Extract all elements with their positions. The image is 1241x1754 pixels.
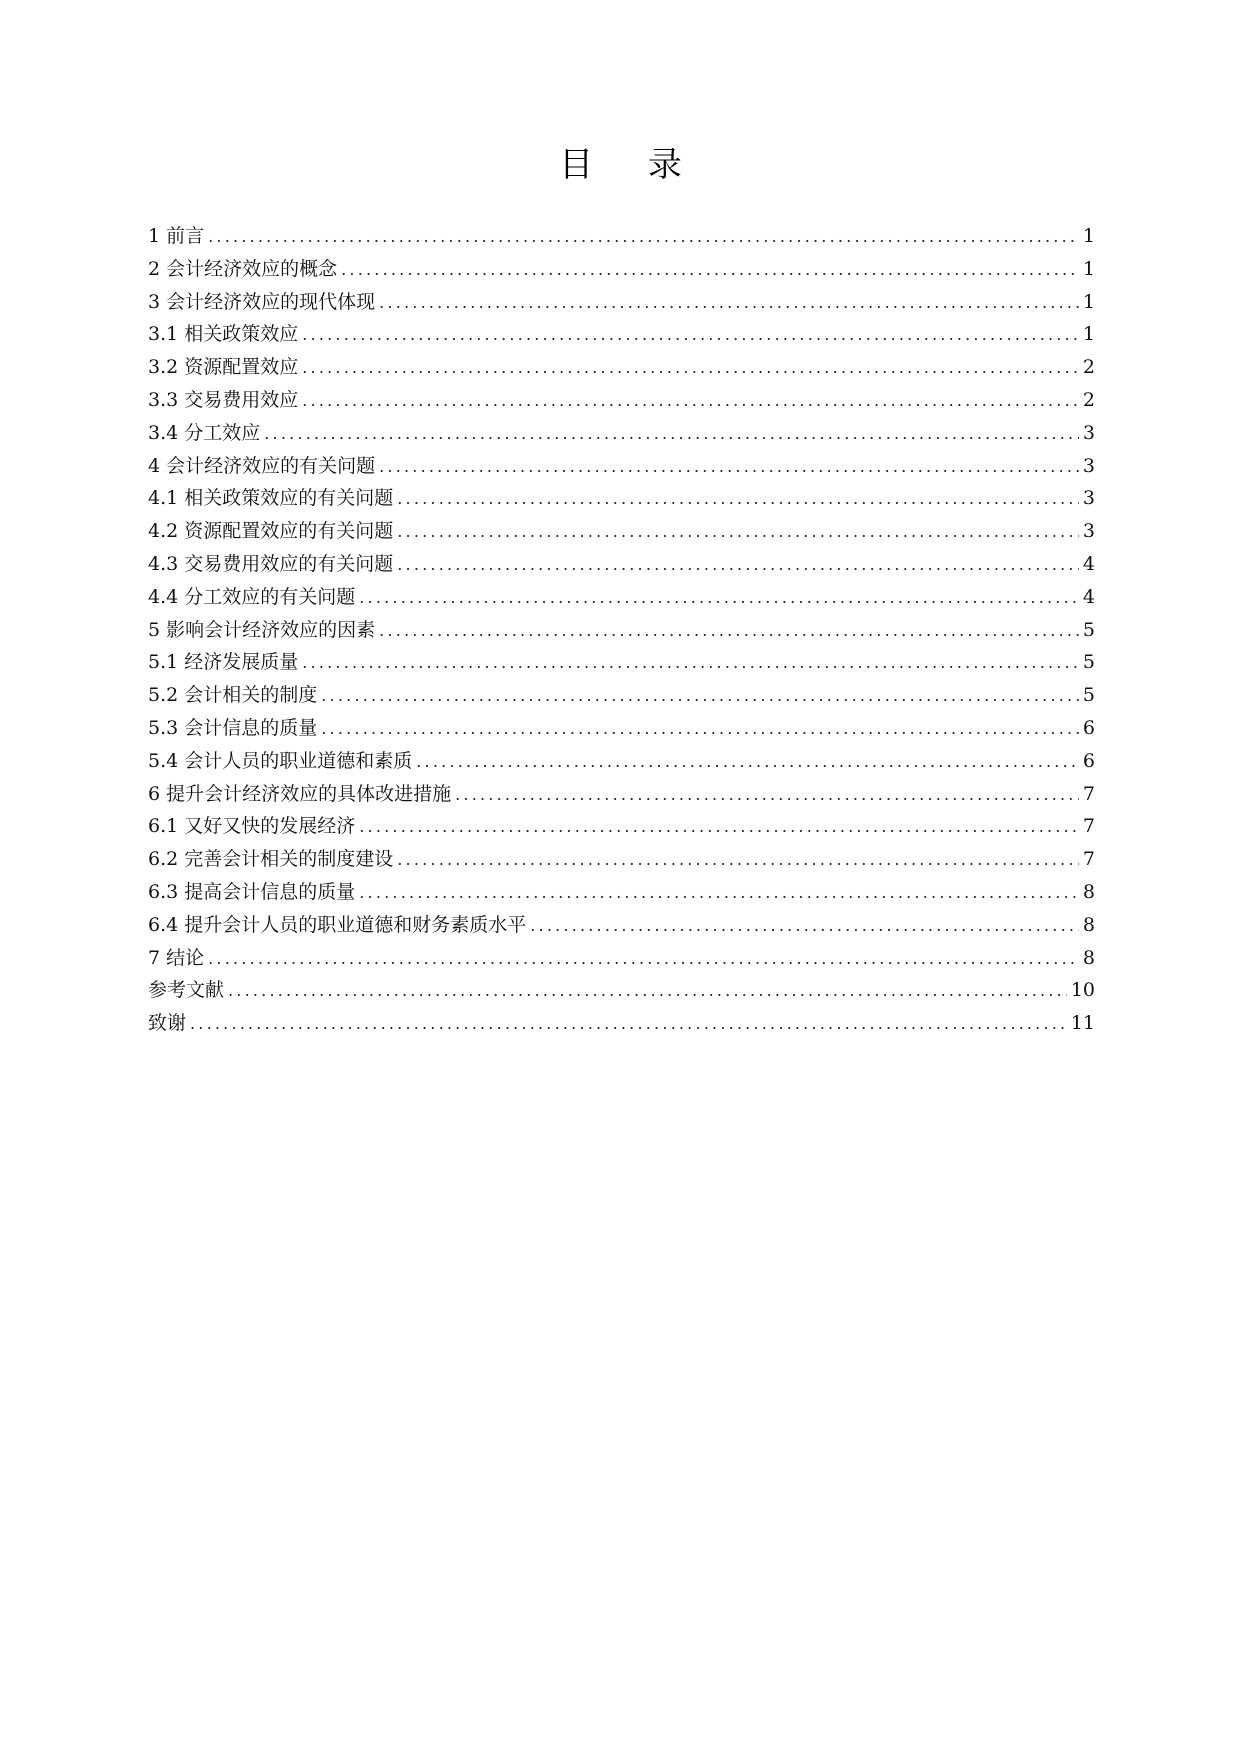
toc-entry-label: 3.4 分工效应 xyxy=(148,421,261,444)
dot-leader xyxy=(397,549,1079,582)
toc-entry[interactable] xyxy=(148,974,1095,1007)
toc-entry-label: 参考文献 xyxy=(148,979,225,1002)
dot-leader xyxy=(321,680,1079,713)
toc-entry[interactable] xyxy=(148,286,1095,319)
toc-entry[interactable] xyxy=(148,450,1095,483)
dot-leader xyxy=(359,811,1079,844)
dot-leader xyxy=(397,516,1079,549)
toc-entry[interactable] xyxy=(148,712,1095,745)
dot-leader xyxy=(379,451,1079,484)
toc-entry-label: 3.2 资源配置效应 xyxy=(148,356,299,379)
toc-entry-label: 6.4 提升会计人员的职业道德和财务素质水平 xyxy=(148,913,527,936)
dot-leader xyxy=(397,483,1079,516)
toc-entry-label: 4.3 交易费用效应的有关问题 xyxy=(148,552,394,575)
toc-entry[interactable] xyxy=(148,646,1095,679)
toc-entry-label: 3.3 交易费用效应 xyxy=(148,388,299,411)
toc-entry-page: 1 xyxy=(1082,323,1095,346)
toc-entry-page: 6 xyxy=(1082,716,1095,739)
dot-leader xyxy=(264,418,1079,451)
toc-entry-page: 7 xyxy=(1082,848,1095,871)
toc-entry-label: 2 会计经济效应的概念 xyxy=(148,257,338,280)
toc-title: 目 录 xyxy=(559,145,704,185)
toc-entry[interactable] xyxy=(148,843,1095,876)
toc-entry-page: 1 xyxy=(1082,257,1095,280)
toc-entry-page: 5 xyxy=(1082,684,1095,707)
toc-entry-page: 4 xyxy=(1082,585,1095,608)
toc-entry-label: 4 会计经济效应的有关问题 xyxy=(148,454,376,477)
toc-entry[interactable] xyxy=(148,253,1095,286)
toc-entry-page: 11 xyxy=(1070,1012,1095,1035)
toc-entry-label: 5.4 会计人员的职业道德和素质 xyxy=(148,749,413,772)
toc-entry[interactable] xyxy=(148,679,1095,712)
dot-leader xyxy=(397,844,1079,877)
toc-entry[interactable] xyxy=(148,942,1095,975)
toc-entry[interactable] xyxy=(148,876,1095,909)
toc-entry-page: 3 xyxy=(1082,421,1095,444)
dot-leader xyxy=(302,385,1079,418)
toc-entry[interactable] xyxy=(148,909,1095,942)
dot-leader xyxy=(321,713,1079,746)
toc-entry[interactable] xyxy=(148,1007,1095,1040)
dot-leader xyxy=(302,352,1079,385)
dot-leader xyxy=(379,615,1079,648)
toc-entry-page: 7 xyxy=(1082,815,1095,838)
toc-entry[interactable] xyxy=(148,548,1095,581)
toc-entry-label: 4.1 相关政策效应的有关问题 xyxy=(148,487,394,510)
dot-leader xyxy=(302,319,1079,352)
toc-entry-page: 8 xyxy=(1082,946,1095,969)
toc-entry-label: 1 前言 xyxy=(148,225,205,247)
toc-entry-page: 4 xyxy=(1082,552,1095,575)
toc-entry-label: 4.2 资源配置效应的有关问题 xyxy=(148,520,394,543)
toc-entry[interactable] xyxy=(148,614,1095,647)
toc-entry-label: 4.4 分工效应的有关问题 xyxy=(148,585,356,608)
dot-leader xyxy=(208,221,1079,254)
toc-entry-page: 2 xyxy=(1082,388,1095,411)
toc-entry[interactable] xyxy=(148,417,1095,450)
toc-entry-page: 7 xyxy=(1082,782,1095,805)
toc-entry[interactable] xyxy=(148,810,1095,843)
toc-entry-label: 6.2 完善会计相关的制度建设 xyxy=(148,848,394,871)
dot-leader xyxy=(530,910,1079,943)
toc-entry-label: 5.1 经济发展质量 xyxy=(148,651,299,674)
toc-entry[interactable] xyxy=(148,351,1095,384)
toc-entry-page: 3 xyxy=(1082,487,1095,510)
toc-entry-page: 10 xyxy=(1070,979,1095,1002)
dot-leader xyxy=(341,254,1079,287)
toc-entry[interactable] xyxy=(148,581,1095,614)
toc-entry[interactable] xyxy=(148,745,1095,778)
dot-leader xyxy=(208,943,1079,976)
toc-entry[interactable] xyxy=(148,515,1095,548)
toc-entry-page: 8 xyxy=(1082,880,1095,903)
dot-leader xyxy=(359,582,1079,615)
toc-entry-label: 6.1 又好又快的发展经济 xyxy=(148,815,356,838)
toc-entry[interactable] xyxy=(148,318,1095,351)
dot-leader xyxy=(359,877,1079,910)
toc-entry-label: 6.3 提高会计信息的质量 xyxy=(148,880,356,903)
toc-entry-page: 6 xyxy=(1082,749,1095,772)
dot-leader xyxy=(379,287,1079,320)
toc-entry-label: 3.1 相关政策效应 xyxy=(148,323,299,346)
toc-entry-page: 1 xyxy=(1082,290,1095,313)
toc-entry-label: 5.2 会计相关的制度 xyxy=(148,684,318,707)
dot-leader xyxy=(228,975,1067,1008)
toc-entry[interactable] xyxy=(148,220,1095,253)
dot-leader xyxy=(302,647,1079,680)
toc-entry-label: 7 结论 xyxy=(148,946,205,969)
toc-entry[interactable] xyxy=(148,384,1095,417)
toc-entry-label: 5 影响会计经济效应的因素 xyxy=(148,618,376,641)
toc-entry-page: 5 xyxy=(1082,651,1095,674)
table-of-contents xyxy=(148,220,1095,1040)
dot-leader xyxy=(190,1008,1067,1041)
toc-entry-label: 3 会计经济效应的现代体现 xyxy=(148,290,376,313)
toc-entry[interactable] xyxy=(148,482,1095,515)
toc-entry[interactable] xyxy=(148,778,1095,811)
toc-entry-page: 1 xyxy=(1082,225,1095,247)
toc-entry-page: 8 xyxy=(1082,913,1095,936)
toc-entry-page: 5 xyxy=(1082,618,1095,641)
toc-entry-page: 3 xyxy=(1082,454,1095,477)
toc-entry-page: 2 xyxy=(1082,356,1095,379)
dot-leader xyxy=(455,779,1079,812)
toc-entry-page: 3 xyxy=(1082,520,1095,543)
dot-leader xyxy=(416,746,1079,779)
toc-entry-label: 致谢 xyxy=(148,1012,187,1035)
toc-entry-label: 6 提升会计经济效应的具体改进措施 xyxy=(148,782,452,805)
toc-entry-label: 5.3 会计信息的质量 xyxy=(148,716,318,739)
